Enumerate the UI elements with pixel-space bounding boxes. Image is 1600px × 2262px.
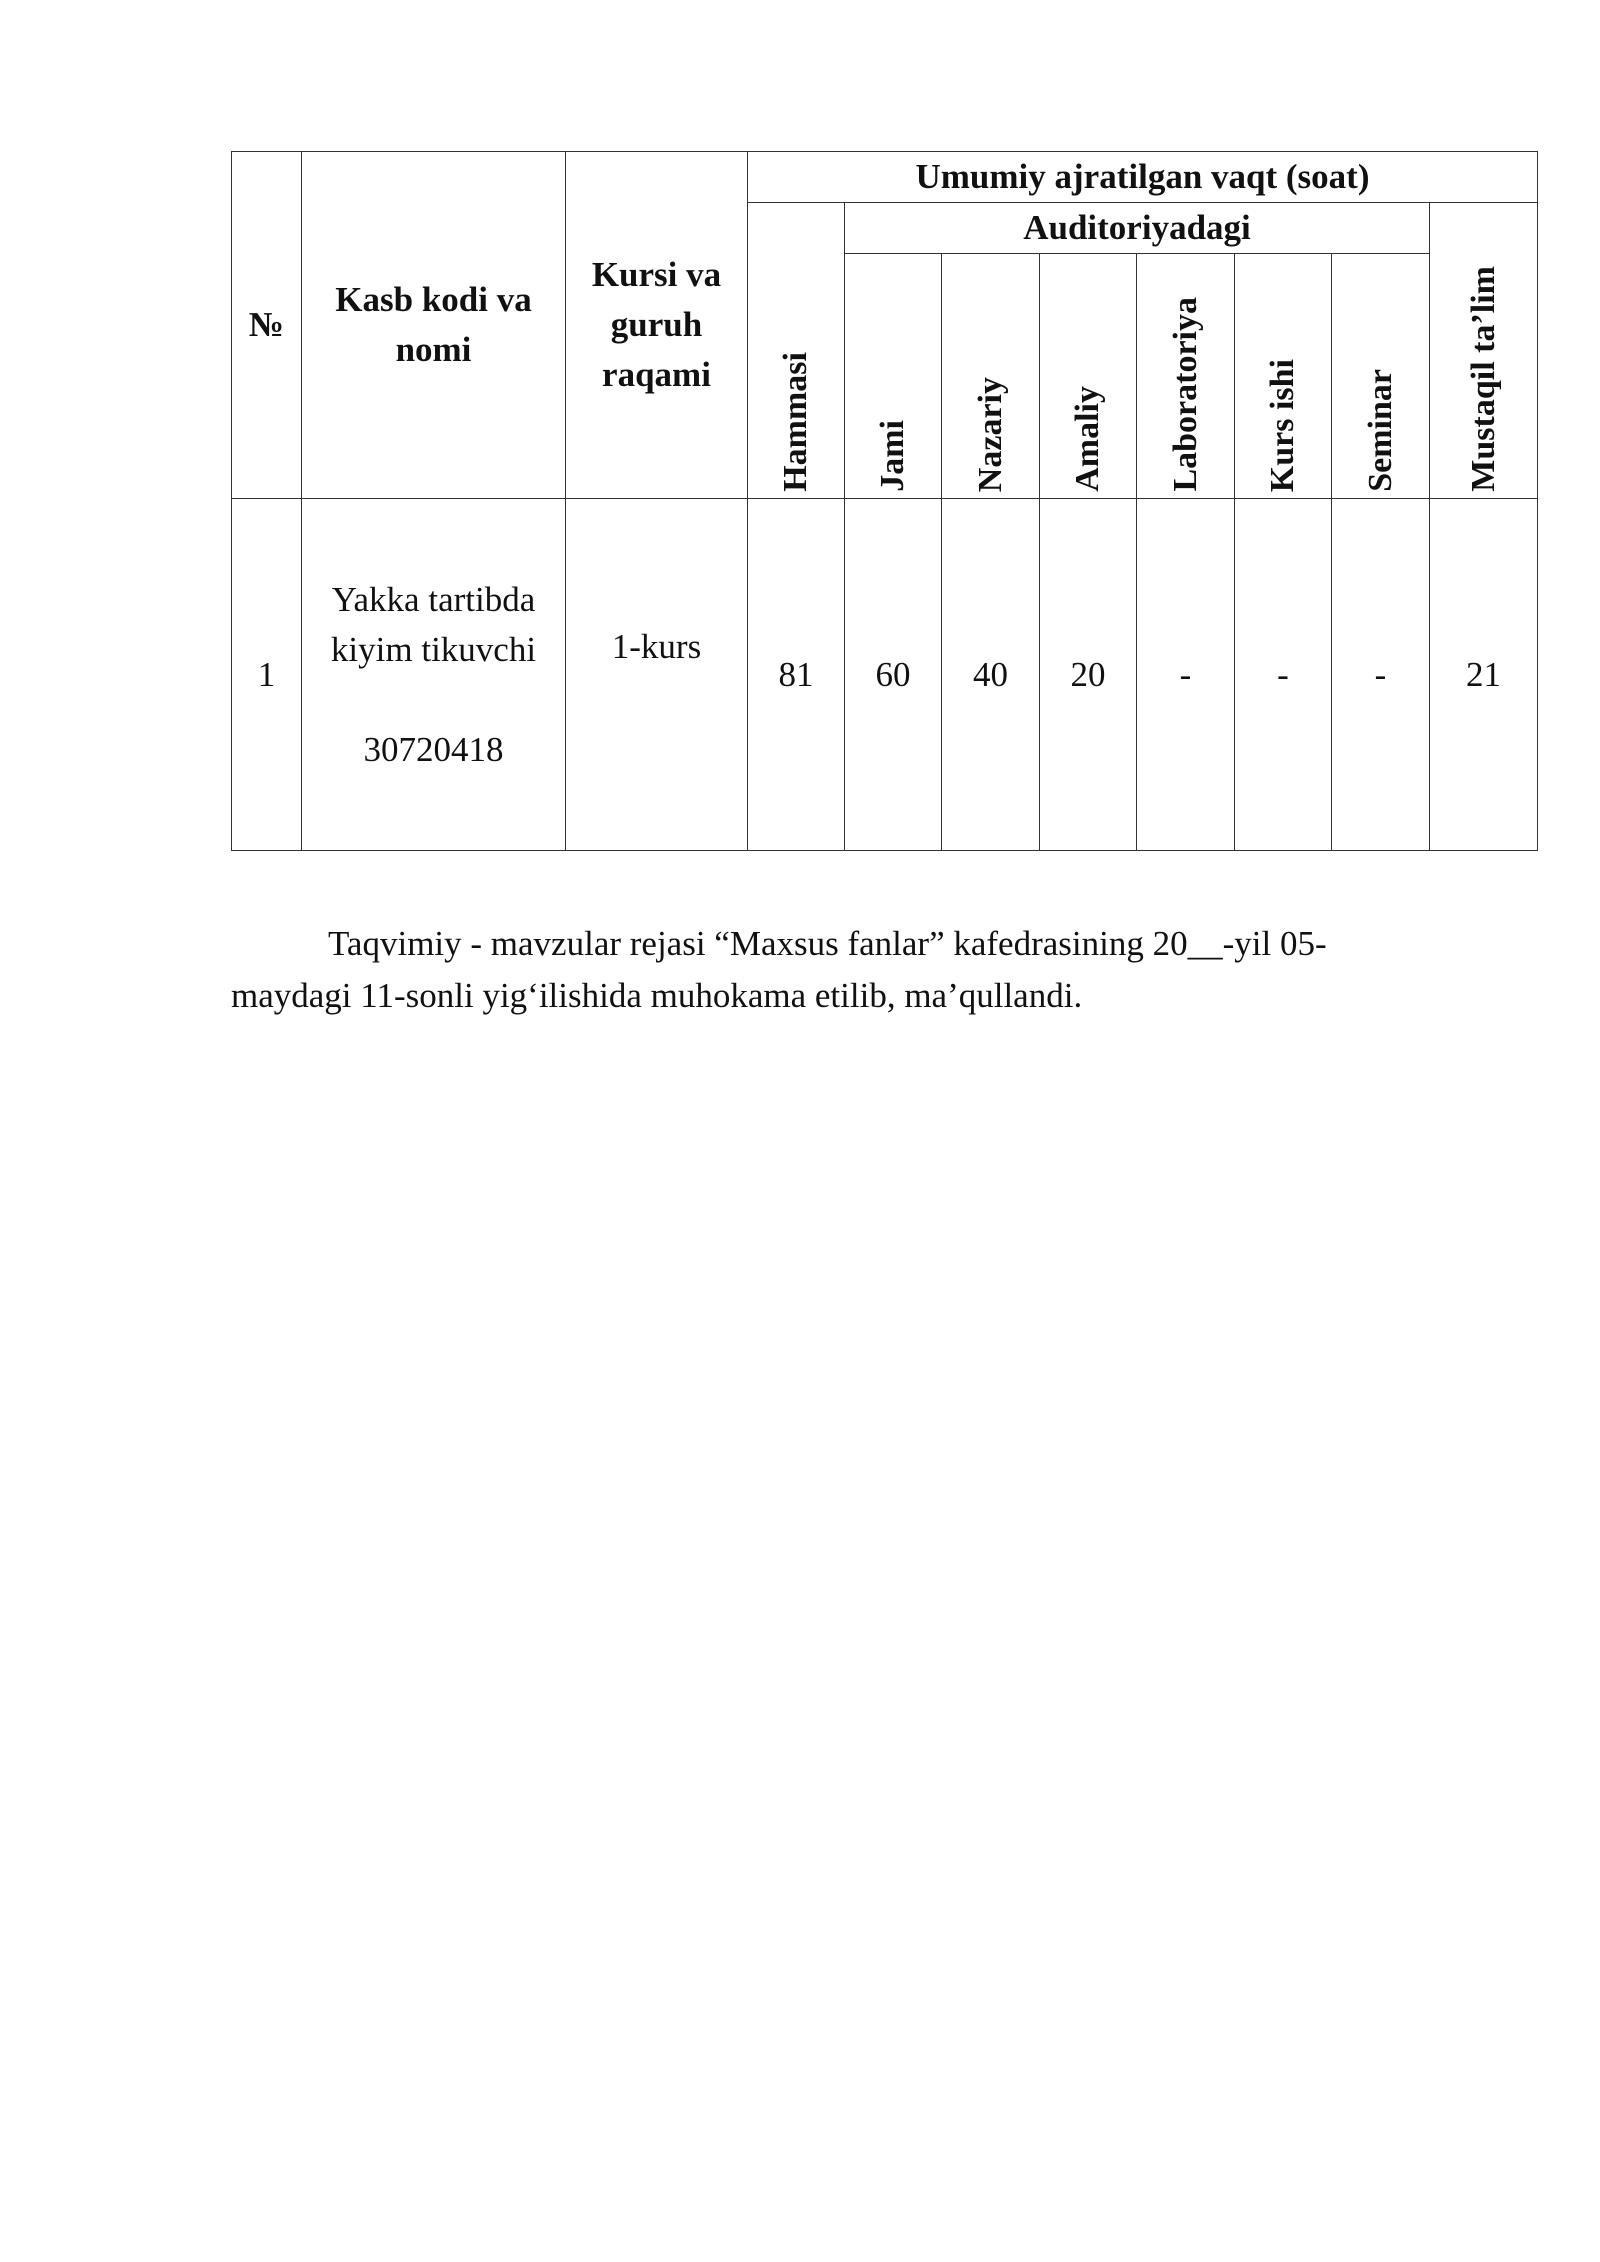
header-practice: Amaliy <box>1069 386 1106 492</box>
header-number: № <box>232 152 302 499</box>
header-independent: Mustaqil ta’lim <box>1464 266 1502 492</box>
header-practice-cell <box>1040 254 1137 499</box>
row-course: 1-kurs <box>566 499 748 851</box>
header-profession-label: Kasb kodi va nomi <box>335 280 532 369</box>
approval-paragraph <box>231 918 1431 1022</box>
header-theory: Nazariy <box>971 376 1009 492</box>
header-course-work: Kurs ishi <box>1264 358 1301 492</box>
header-independent-cell <box>1430 203 1538 499</box>
header-total-time: Umumiy ajratilgan vaqt (soat) <box>748 152 1538 203</box>
row-profession <box>302 499 566 851</box>
row-practice: 20 <box>1040 499 1137 851</box>
header-total-cell <box>748 203 845 499</box>
study-hours-table <box>231 151 1538 851</box>
row-course-work: - <box>1235 499 1332 851</box>
row-number: 1 <box>232 499 302 851</box>
header-seminar: Seminar <box>1361 369 1399 492</box>
row-classroom-total: 60 <box>845 499 942 851</box>
header-profession <box>302 152 566 499</box>
approval-paragraph-line1: Taqvimiy - mavzular rejasi “Maxsus fanlar” kafedrasining 20__-yil 05- <box>328 924 1327 963</box>
row-theory: 40 <box>942 499 1040 851</box>
row-profession-name-line1: Yakka tartibda <box>331 579 536 619</box>
row-profession-code: 30720418 <box>363 729 504 769</box>
header-seminar-cell <box>1332 254 1430 499</box>
header-theory-cell <box>942 254 1040 499</box>
header-course-group <box>566 152 748 499</box>
header-classroom-total-cell <box>845 254 942 499</box>
header-classroom-total: Jami <box>874 420 911 492</box>
header-course-work-cell <box>1235 254 1332 499</box>
header-classroom: Auditoriyadagi <box>845 203 1430 254</box>
header-laboratory-cell <box>1137 254 1235 499</box>
row-independent: 21 <box>1430 499 1538 851</box>
table-row <box>232 499 1538 851</box>
header-course-group-label: Kursi va guruh raqami <box>591 255 722 394</box>
row-total: 81 <box>748 499 845 851</box>
approval-paragraph-line2: maydagi 11-sonli yig‘ilishida muhokama etilib, ma’qullandi. <box>231 976 1083 1015</box>
row-profession-name-line2: kiyim tikuvchi <box>330 629 537 669</box>
row-seminar: - <box>1332 499 1430 851</box>
row-laboratory: - <box>1137 499 1235 851</box>
header-total: Hammasi <box>777 352 814 492</box>
header-laboratory: Laboratoriya <box>1166 297 1204 492</box>
